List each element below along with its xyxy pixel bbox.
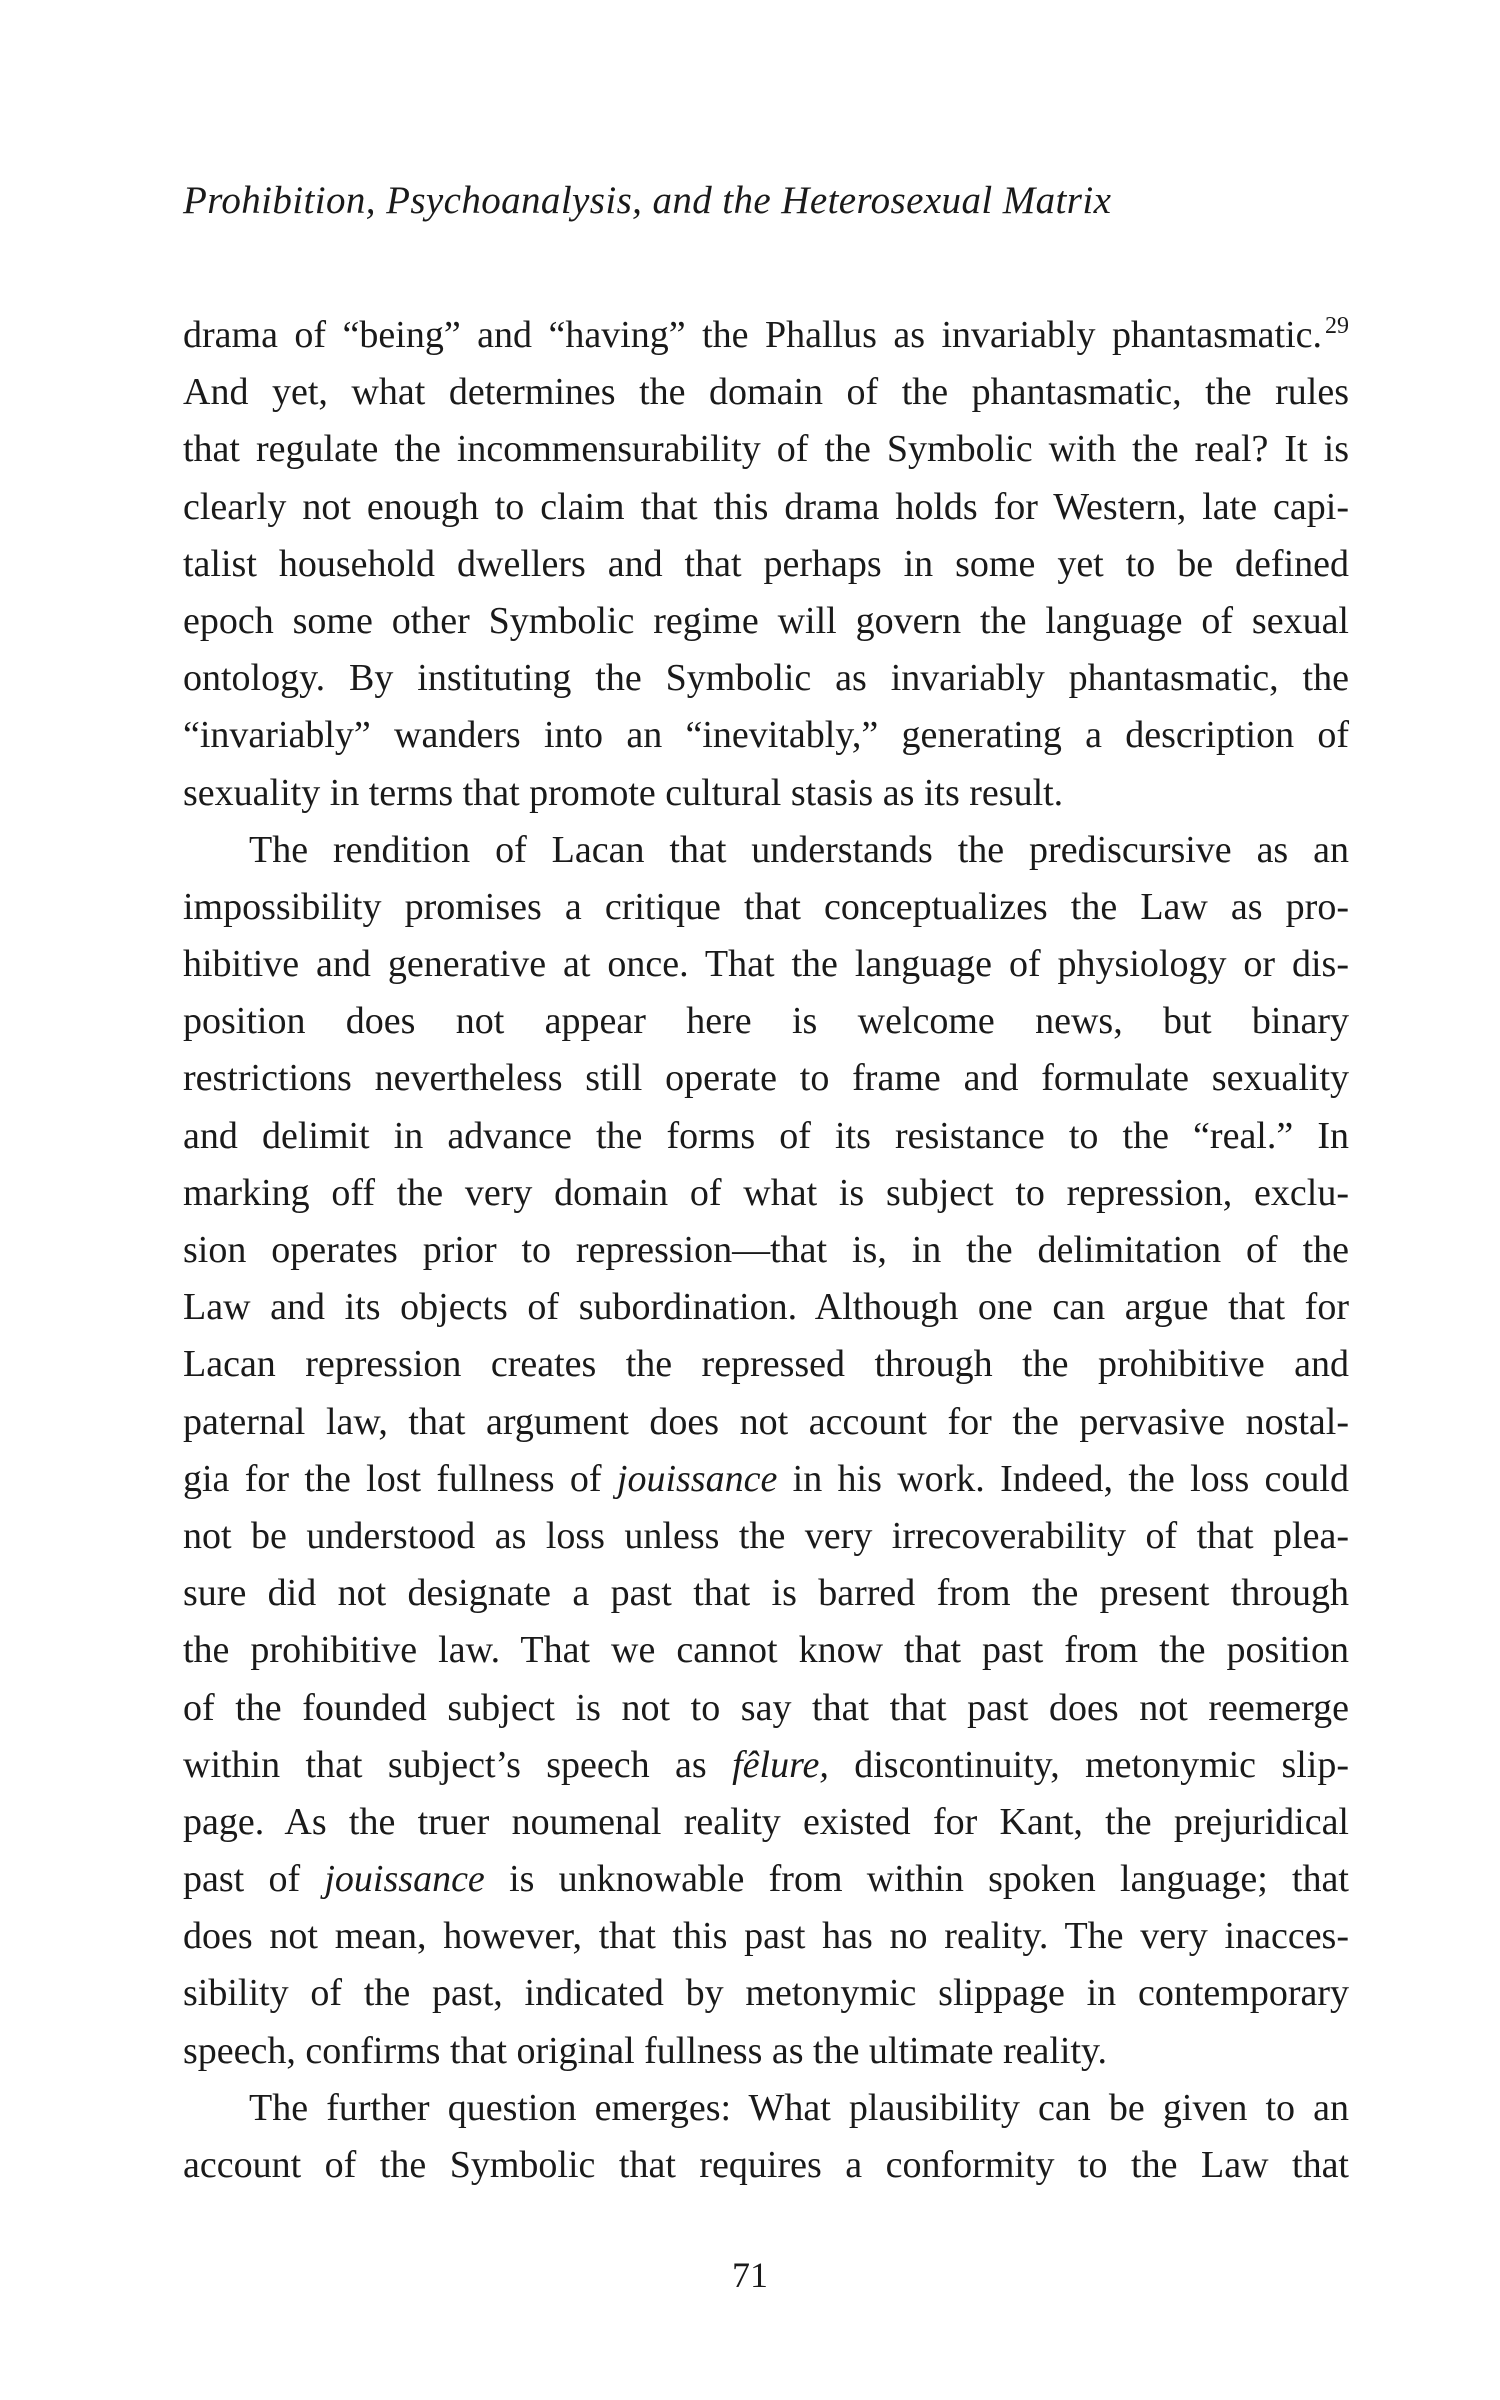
- text-run: The further question emerges: What plausibility can be given to an: [249, 2086, 1349, 2129]
- text-line: [183, 1794, 1349, 1851]
- text-line: [183, 1165, 1349, 1222]
- text-run: the prohibitive law. That we cannot know that past from the position: [183, 1629, 1349, 1672]
- text-run: page. As the truer noumenal reality existed for Kant, the prejuridical: [183, 1800, 1349, 1843]
- text-run: that regulate the incommensurability of the Symbolic with the real? It is: [183, 428, 1349, 471]
- text-line: [183, 1737, 1349, 1794]
- text-run: sion operates prior to repression—that is, in the delimitation of the: [183, 1229, 1349, 1271]
- text-run: sibility of the past, indicated by metonymic slippage in contemporary: [183, 1972, 1349, 2015]
- text-run: epoch some other Symbolic regime will govern the language of sexual: [183, 599, 1349, 642]
- text-run: The rendition of Lacan that understands the prediscursive as an: [249, 828, 1349, 871]
- text-run: drama of “being” and “having” the Phallus as invariably phantasmatic.: [183, 314, 1322, 356]
- text-run: in his work. Indeed, the loss could: [777, 1457, 1349, 1500]
- text-line: [183, 1965, 1349, 2022]
- page-number: 71: [732, 2255, 768, 2295]
- text-line: [183, 593, 1349, 650]
- text-run: impossibility promises a critique that conceptualizes the Law as pro-: [183, 885, 1349, 928]
- running-head: Prohibition, Psychoanalysis, and the Heterosexual Matrix: [183, 179, 1112, 222]
- text-line: [183, 2080, 1349, 2137]
- text-run: position does not appear here is welcome news, but binary: [183, 1000, 1349, 1043]
- text-line: [183, 650, 1349, 707]
- text-line: [183, 936, 1349, 993]
- text-line: [183, 1908, 1349, 1965]
- text-line: [183, 1050, 1349, 1107]
- text-line: [183, 421, 1349, 478]
- paragraph: [183, 2080, 1349, 2194]
- text-run: is unknowable from within spoken language; that: [484, 1858, 1349, 1901]
- text-line: [183, 993, 1349, 1050]
- text-line: [183, 1336, 1349, 1393]
- text-line: [183, 1565, 1349, 1622]
- paragraph: [183, 307, 1349, 822]
- text-line: [183, 2137, 1349, 2194]
- text-run: And yet, what determines the domain of the phantasmatic, the rules: [183, 371, 1349, 414]
- text-run: sexuality in terms that promote cultural stasis as its result.: [183, 771, 1064, 814]
- text-run: talist household dwellers and that perhaps in some yet to be defined: [183, 542, 1349, 585]
- text-run: speech, confirms that original fullness as the ultimate reality.: [183, 2029, 1108, 2072]
- text-run: hibitive and generative at once. That the language of physiology or dis-: [183, 943, 1349, 986]
- text-run: not be understood as loss unless the very irrecoverability of that plea-: [183, 1514, 1349, 1557]
- text-line: [183, 307, 1349, 364]
- text-run: within that subject’s speech as: [183, 1743, 733, 1786]
- italic-term: jouissance: [324, 1858, 485, 1901]
- italic-term: jouissance: [616, 1457, 778, 1500]
- text-line: [183, 1622, 1349, 1679]
- text-line: [183, 364, 1349, 421]
- text-line: [183, 1394, 1349, 1451]
- text-line: [183, 822, 1349, 879]
- paragraph: [183, 822, 1349, 2080]
- text-line: [183, 1222, 1349, 1279]
- text-run: Law and its objects of subordination. Although one can argue that for: [183, 1286, 1349, 1329]
- text-run: ontology. By instituting the Symbolic as invariably phantasmatic, the: [183, 657, 1349, 700]
- text-run: clearly not enough to claim that this drama holds for Western, late capi-: [183, 485, 1349, 528]
- text-run: account of the Symbolic that requires a conformity to the Law that: [183, 2144, 1349, 2186]
- body-text: [183, 307, 1349, 2194]
- text-line: [183, 479, 1349, 536]
- text-line: [183, 1279, 1349, 1336]
- text-run: discontinuity, metonymic slip-: [828, 1743, 1350, 1786]
- text-run: past of: [183, 1858, 325, 1901]
- text-line: [183, 2023, 1349, 2080]
- footnote-marker: 29: [1325, 313, 1349, 339]
- text-run: Lacan repression creates the repressed through the prohibitive and: [183, 1343, 1349, 1386]
- text-run: sure did not designate a past that is barred from the present through: [183, 1572, 1349, 1615]
- text-line: [183, 536, 1349, 593]
- text-run: gia for the lost fullness of: [183, 1457, 617, 1500]
- italic-term: fêlure,: [732, 1743, 829, 1786]
- text-line: [183, 1508, 1349, 1565]
- text-line: [183, 1108, 1349, 1165]
- text-line: [183, 1680, 1349, 1737]
- text-line: [183, 879, 1349, 936]
- text-line: [183, 1451, 1349, 1508]
- text-run: paternal law, that argument does not account for the pervasive nostal-: [183, 1400, 1349, 1443]
- text-run: “invariably” wanders into an “inevitably,” generating a description of: [183, 714, 1349, 757]
- text-run: restrictions nevertheless still operate to frame and formulate sexuality: [183, 1057, 1349, 1100]
- text-run: and delimit in advance the forms of its resistance to the “real.” In: [183, 1114, 1349, 1157]
- text-line: [183, 707, 1349, 764]
- text-run: does not mean, however, that this past has no reality. The very inacces-: [183, 1915, 1349, 1958]
- text-run: marking off the very domain of what is subject to repression, exclu-: [183, 1171, 1349, 1214]
- text-run: of the founded subject is not to say that that past does not reemerge: [183, 1686, 1349, 1729]
- text-line: [183, 1851, 1349, 1908]
- text-line: [183, 765, 1349, 822]
